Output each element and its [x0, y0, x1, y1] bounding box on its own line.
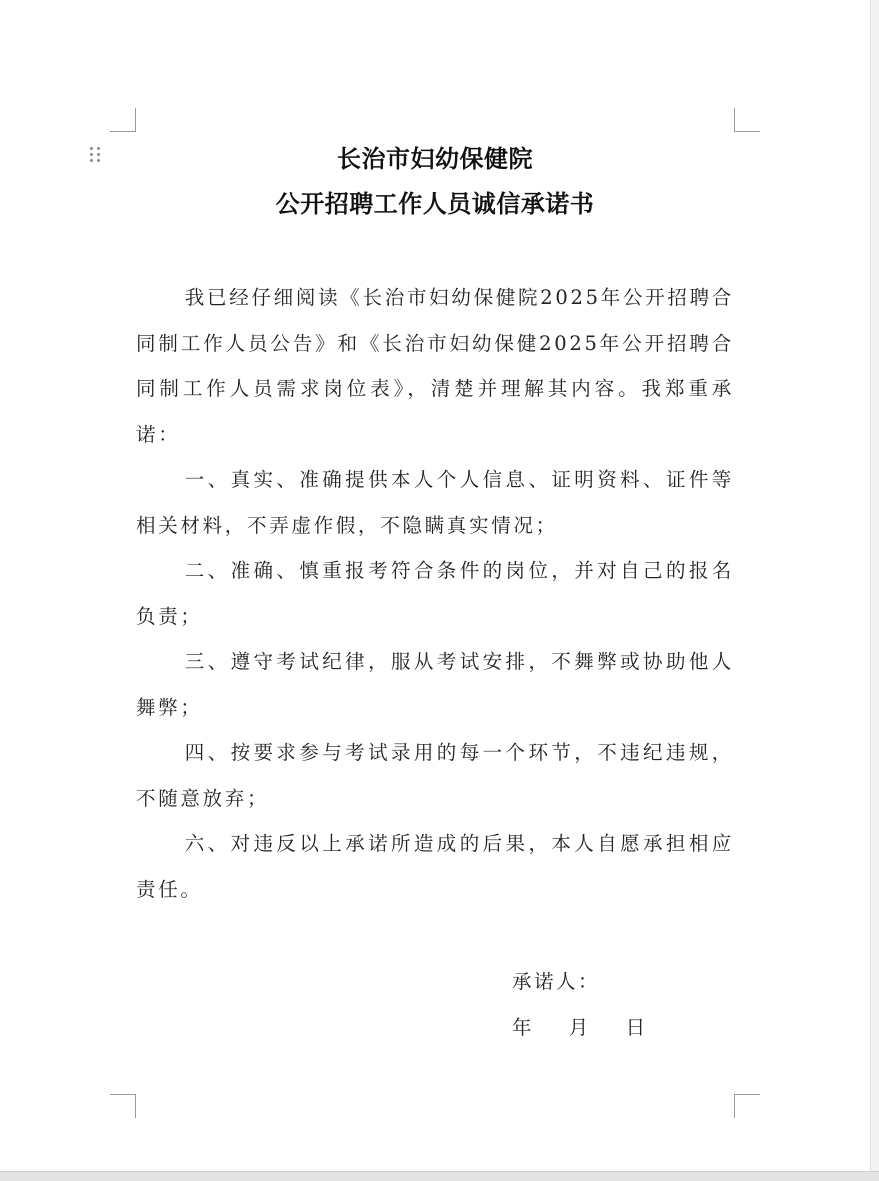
margin-corner-top-left	[110, 108, 136, 132]
paragraph-item-1: 一、真实、准确提供本人个人信息、证明资料、证件等相关材料，不弄虚作假，不隐瞒真实情况；	[136, 468, 734, 537]
margin-corner-top-right	[734, 108, 760, 132]
document-title: 长治市妇幼保健院	[337, 144, 533, 173]
date-line: 年 月 日	[512, 1016, 648, 1039]
paragraph-item-4: 四、按要求参与考试录用的每一个环节，不违纪违规，不随意放弃；	[136, 741, 734, 810]
margin-corner-bottom-left	[110, 1094, 136, 1118]
signer-label: 承诺人：	[512, 970, 601, 993]
paragraph-intro: 我已经仔细阅读《长治市妇幼保健院2025年公开招聘合同制工作人员公告》和《长治市妇幼保健2025年公开招聘合同制工作人员需求岗位表》，清楚并理解其内容。我郑重承诺：	[136, 286, 734, 446]
vertical-scrollbar[interactable]	[870, 0, 879, 1181]
margin-corner-bottom-right	[734, 1094, 760, 1118]
paragraph-item-6: 六、对违反以上承诺所造成的后果，本人自愿承担相应责任。	[136, 832, 734, 901]
paragraph-item-2: 二、准确、慎重报考符合条件的岗位，并对自己的报名负责；	[136, 559, 734, 628]
document-subtitle: 公开招聘工作人员诚信承诺书	[275, 189, 595, 218]
document-body	[136, 275, 734, 912]
bottom-page-gap	[0, 1171, 879, 1181]
paragraph-item-3: 三、遵守考试纪律，服从考试安排，不舞弊或协助他人舞弊；	[136, 650, 734, 719]
table-move-handle-icon[interactable]	[90, 147, 104, 163]
